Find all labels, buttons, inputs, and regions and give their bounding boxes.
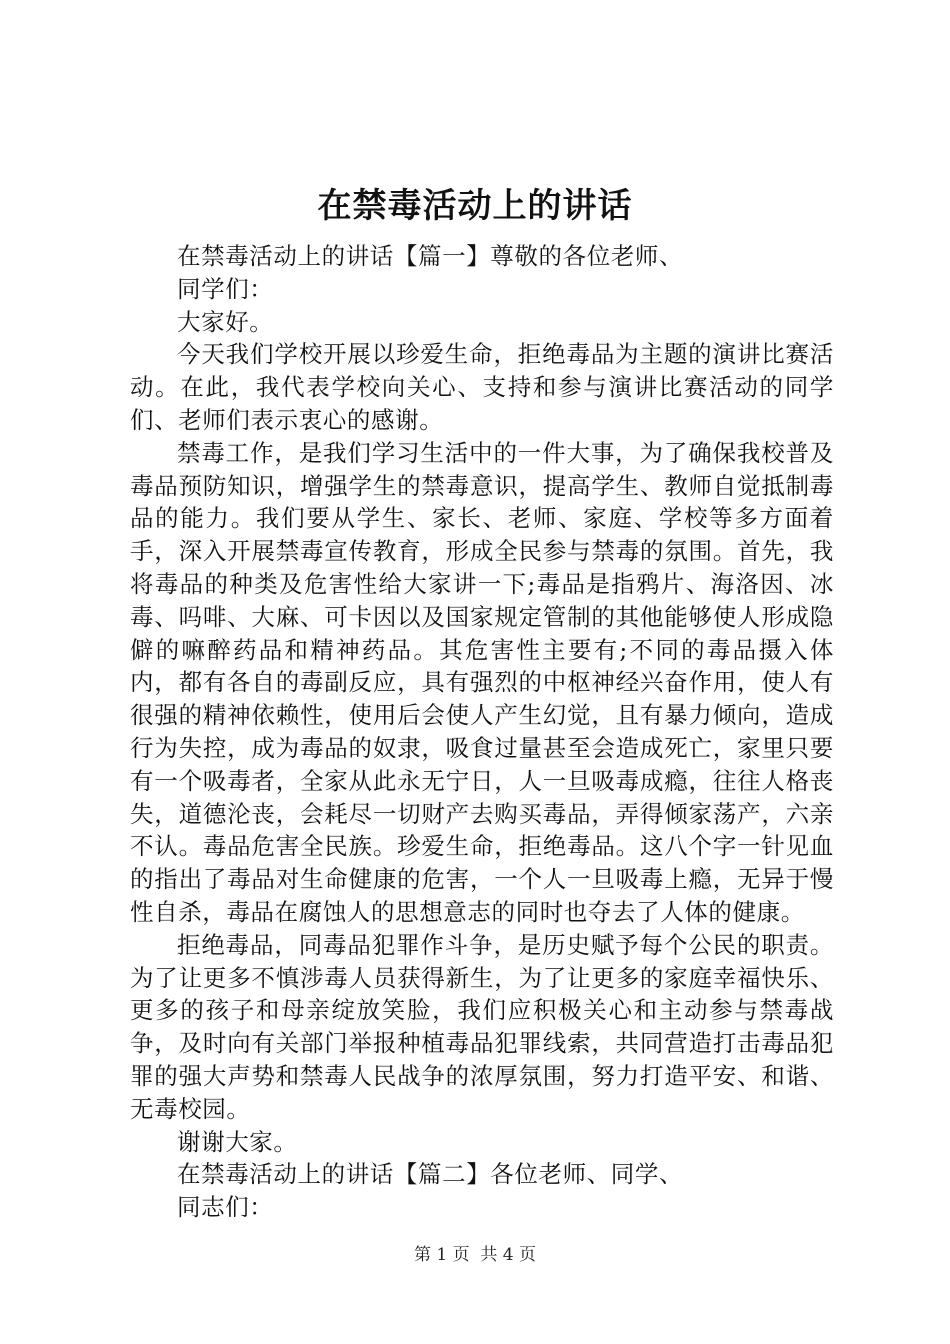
paragraph: 大家好。 (177, 307, 274, 336)
paragraph: 谢谢大家。 (177, 1127, 298, 1156)
page-number: 第 1 页 共 4 页 (413, 1245, 537, 1265)
document-title: 在禁毒活动上的讲话 (317, 186, 633, 226)
paragraph: 在禁毒活动上的讲话【篇一】尊敬的各位老师、 (177, 242, 684, 270)
paragraph: 今天我们学校开展以珍爱生命，拒绝毒品为主题的演讲比赛活动。在此，我代表学校向关心、支持和参与演讲比赛活动的同学们、老师们表示衷心的感谢。 (130, 340, 834, 434)
paragraph: 同志们： (177, 1193, 274, 1222)
paragraph: 在禁毒活动上的讲话【篇二】各位老师、同学、 (177, 1160, 684, 1189)
paragraph: 禁毒工作，是我们学习生活中的一件大事，为了确保我校普及毒品预防知识，增强学生的禁毒意识，提高学生、教师自觉抵制毒品的能力。我们要从学生、家长、老师、家庭、学校等多方面着手，深入开展禁毒宣传教育，形成全民参与禁毒的氛围。首先，我将毒品的种类及危害性给大家讲一下;毒品是指鸦片、海洛因、冰毒、吗啡、大麻、可卡因以及国家规定管制的其他能够使人形成隐僻的嘛醉药品和精神药品。其危害性主要有;不同的毒品摄入体内，都有各自的毒副反应，具有强烈的中枢神经兴奋作用，使人有很强的精神依赖性，使用后会使人产生幻觉，且有暴力倾向，造成行为失控，成为毒品的奴隶，吸食过量甚至会造成死亡，家里只要有一个吸毒者，全家从此永无宁日，人一旦吸毒成瘾，往往人格丧失，道德沦丧，会耗尽一切财产去购买毒品，弄得倾家荡产，六亲不认。毒品危害全民族。珍爱生命，拒绝毒品。这八个字一针见血的指出了毒品对生命健康的危害，一个人一旦吸毒上瘾，无异于慢性自杀，毒品在腐蚀人的思想意志的同时也夺去了人体的健康。 (130, 438, 834, 926)
paragraph: 同学们： (177, 274, 274, 303)
document-body (130, 240, 834, 1224)
paragraph: 拒绝毒品，同毒品犯罪作斗争，是历史赋予每个公民的职责。为了让更多不慎涉毒人员获得新生，为了让更多的家庭幸福快乐、更多的孩子和母亲绽放笑脸，我们应积极关心和主动参与禁毒战争，及时向有关部门举报种植毒品犯罪线索，共同营造打击毒品犯罪的强大声势和禁毒人民战争的浓厚氛围，努力打造平安、和谐、无毒校园。 (130, 930, 834, 1123)
page-footer (0, 1243, 950, 1267)
